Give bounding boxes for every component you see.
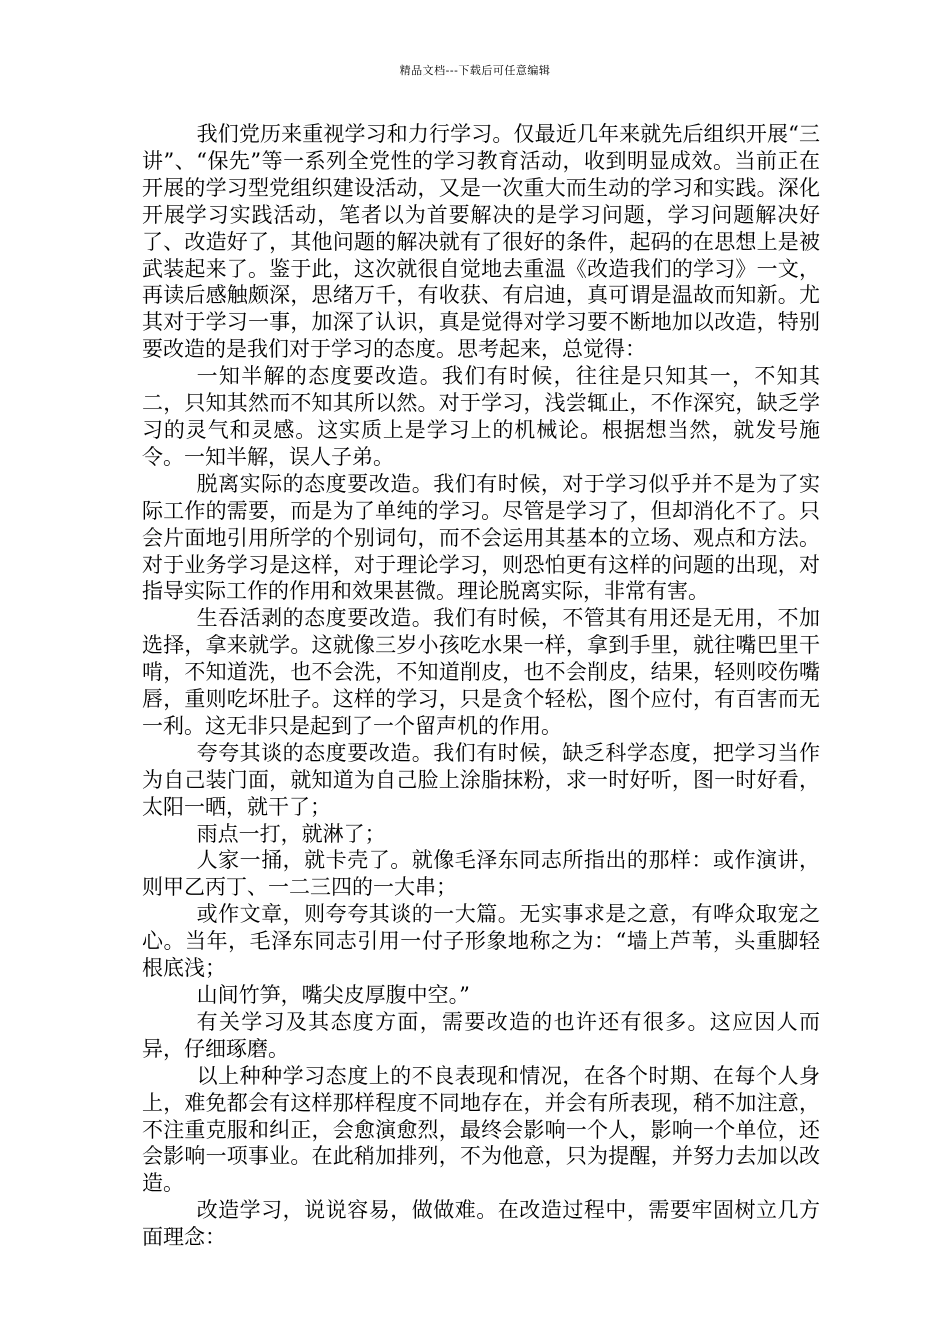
paragraph: 我们党历来重视学习和力行学习。仅最近几年来就先后组织开展“三讲”、“保先”等一系列全党性的学习教育活动，收到明显成效。当前正在开展的学习型党组织建设活动，又是一次重大而生动的学习和实践。深化开展学习实践活动，笔者以为首要解决的是学习问题，学习问题解决好了、改造好了，其他问题的解决就有了很好的条件，起码的在思想上是被武装起来了。鉴于此，这次就很自觉地去重温《改造我们的学习》一文，再读后感触颇深，思绪万千，有收获、有启迪，真可谓是温故而知新。尤其对于学习一事，加深了认识，真是觉得对学习要不断地加以改造，特别要改造的是我们对于学习的态度。思考起来，总觉得： [142,122,820,362]
paragraph: 以上种种学习态度上的不良表现和情况，在各个时期、在每个人身上，难免都会有这样那样程度不同地存在，并会有所表现，稍不加注意，不注重克服和纠正，会愈演愈烈，最终会影响一个人，影响一个单位，还会影响一项事业。在此稍加排列，不为他意，只为提醒，并努力去加以改造。 [142,1063,820,1196]
paragraph: 一知半解的态度要改造。我们有时候，往往是只知其一，不知其二，只知其然而不知其所以然。对于学习，浅尝辄止，不作深究，缺乏学习的灵气和灵感。这实质上是学习上的机械论。根据想当然，就发号施令。一知半解，误人子弟。 [142,364,820,469]
paragraph: 山间竹笋，嘴尖皮厚腹中空。” [196,983,470,1007]
paragraph: 或作文章，则夸夸其谈的一大篇。无实事求是之意，有哗众取宠之心。当年，毛泽东同志引用一付子形象地称之为：“墙上芦苇，头重脚轻根底浅； [142,902,820,981]
paragraph: 人家一捅，就卡壳了。就像毛泽东同志所指出的那样：或作演讲，则甲乙丙丁、一二三四的一大串； [142,848,820,900]
paragraph: 夸夸其谈的态度要改造。我们有时候，缺乏科学态度，把学习当作为自己装门面，就知道为自己脸上涂脂抹粉，求一时好听，图一时好看，太阳一晒，就干了； [142,740,820,819]
paragraph: 雨点一打，就淋了； [196,821,386,846]
page-header: 精品文档---下载后可任意编辑 [399,64,551,77]
paragraph: 生吞活剥的态度要改造。我们有时候，不管其有用还是无用，不加选择，拿来就学。这就像三岁小孩吃水果一样，拿到手里，就往嘴巴里干啃，不知道洗，也不会洗，不知道削皮，也不会削皮，结果，轻则咬伤嘴唇，重则吃坏肚子。这样的学习，只是贪个轻松，图个应付，有百害而无一利。这无非只是起到了一个留声机的作用。 [142,606,820,738]
paragraph: 改造学习，说说容易，做做难。在改造过程中，需要牢固树立几方面理念： [142,1198,820,1250]
document-body [142,121,820,1251]
paragraph: 有关学习及其态度方面，需要改造的也许还有很多。这应因人而异，仔细琢磨。 [142,1009,820,1061]
paragraph: 脱离实际的态度要改造。我们有时候，对于学习似乎并不是为了实际工作的需要，而是为了单纯的学习。尽管是学习了，但却消化不了。只会片面地引用所学的个别词句，而不会运用其基本的立场、观点和方法。对于业务学习是这样，对于理论学习，则恐怕更有这样的问题的出现，对指导实际工作的作用和效果甚微。理论脱离实际，非常有害。 [142,471,820,604]
